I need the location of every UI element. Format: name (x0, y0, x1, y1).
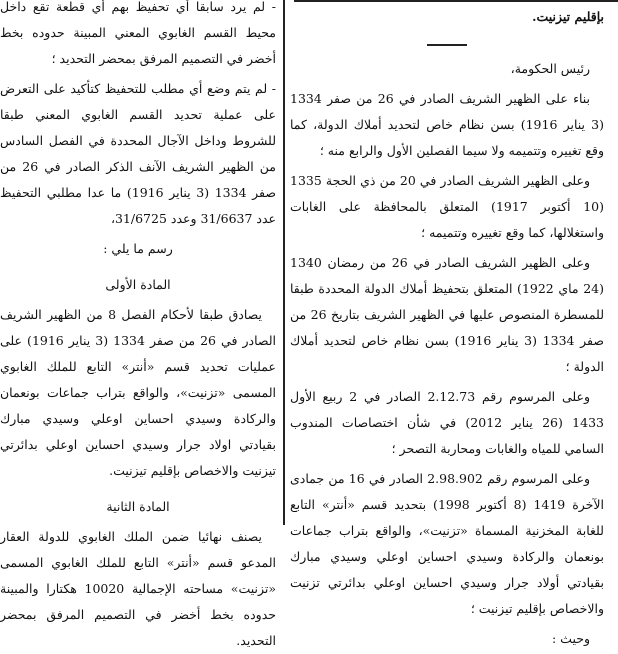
head-of-government: رئيس الحكومة، (510, 61, 590, 76)
right-para-1: بناء على الظهير الشريف الصادر في 26 من صفر 1334 (3 يناير 1916) بسن نظام خاص لتحديد أملاك الدولة، كما وقع تغييره وتتميمه ولا سيما الفصلين الأول والرابع منه ؛ (290, 91, 605, 158)
article-2-title: المادة الثانية (106, 499, 170, 514)
decree-title-tail: بإقليم تيزنيت. (532, 9, 604, 24)
right-para-3: وعلى الظهير الشريف الصادر في 26 من رمضان 1340 (24 ماي 1922) المتعلق بتحفيظ أملاك الدولة المحددة طبقا للمسطرة المنصوص عليها في الظهير الشريف بتاريخ 26 من صفر 1334 (3 يناير 1916) بسن نظام خاص لتحديد أملاك الدولة ؛ (290, 255, 605, 374)
column-divider (283, 0, 285, 525)
right-para-5: وعلى المرسوم رقم 2.98.902 الصادر في 16 من جمادى الآخرة 1419 (8 أكتوبر 1998) بتحديد قسم «أنتر» التابع للغابة المخزنية المسماة «تزنيت»، والواقع بتراب جماعات بونعمان والركادة وسيدي احساين اوعلي وسيدي مبارك بقيادتي أولاد جرار وسيدي احساين اوعلي بدائرتي تزنيت والاخصاص بإقليم تيزنيت ؛ (290, 471, 604, 616)
left-para-1: - لم يرد سابقا أي تحفيظ بهم أي قطعة تقع داخل محيط القسم الغابوي المعني المبينة حدوده بخط أخضر في التصميم المرفق بمحضر التحديد ؛ (0, 0, 276, 66)
right-para-4: وعلى المرسوم رقم 2.12.73 الصادر في 2 ربيع الأول 1433 (26 يناير 2012) في شأن اختصاصات المندوب السامي للمياه والغابات ومحاربة التصحر ؛ (290, 389, 604, 456)
right-para-2: وعلى الظهير الشريف الصادر في 20 من ذي الحجة 1335 (10 أكتوبر 1917) المتعلق بالمحافظة على الغابات واستغلالها، كما وقع تغييره وتتميمه ؛ (290, 173, 605, 240)
right-column (290, 4, 604, 652)
article-1-title: المادة الأولى (105, 277, 171, 292)
title-separator (427, 44, 467, 46)
left-column (0, 0, 280, 654)
article-1-text: يصادق طبقا لأحكام الفصل 8 من الظهير الشريف الصادر في 26 من صفر 1334 (3 يناير 1916) على عمليات تحديد قسم «أنتر» التابع للملك الغابوي المسمى «تزنيت»، والواقع بتراب جماعات بونعمان والركادة وسيدي احساين اوعلي وسيدي مبارك بقيادتي اولاد جرار وسيدي احساين اوعلي بدائرتي تيزنيت والاخصاص بإقليم تيزنيت. (0, 307, 277, 478)
left-para-2: - لم يتم وضع أي مطلب للتحفيظ كتأكيد على التعرض على عملية تحديد القسم الغابوي المعني طبقا للشروط وداخل الآجال المحددة في الفصل السادس من الظهير الشريف الآنف الذكر الصادر في 26 من صفر 1334 (3 يناير 1916) ما عدا مطلبي التحفيظ عدد 31/6637 وعدد 31/6725، (0, 81, 276, 226)
decree-line: رسم ما يلي : (103, 241, 173, 256)
right-para-6: وحيث : (552, 631, 590, 646)
article-2-text: يصنف نهائيا ضمن الملك الغابوي للدولة العقار المدعو قسم «أنتر» التابع للملك الغابوي المسمى «تزنيت» مساحته الإجمالية 10020 هكتارا والمبينة حدوده بخط أخضر في التصميم المرفق بمحضر التحديد. (0, 529, 276, 648)
